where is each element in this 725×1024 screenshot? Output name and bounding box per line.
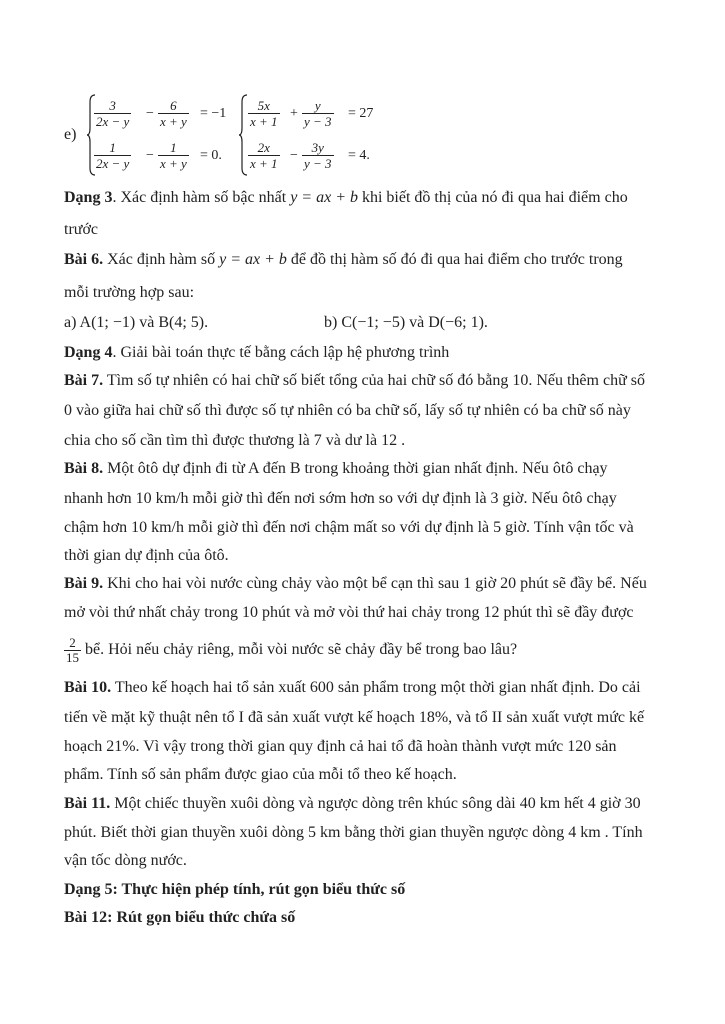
fraction: $\frac{3}{2x - y}$ (96, 98, 130, 129)
fraction: $\frac{6}{x + y}$ (160, 98, 187, 129)
fraction: $\frac{1}{x + y}$ (160, 140, 187, 171)
formula: y = ax + b (219, 251, 287, 268)
text-line: tiến về mặt kỹ thuật nên tổ I đã sản xuất vượt kế hoạch 18%, và tổ II sản xuất vượt mức kế (64, 709, 645, 726)
text-line: hoạch 21%. Vì vậy trong thời gian quy định cả hai tổ đã hoàn thành vượt mức 120 sản (64, 738, 617, 755)
text-line: chậm hơn 10 km/h mỗi giờ thì đến nơi chậm mất so với dự định là 5 giờ. Tính vận tốc và (64, 519, 634, 536)
fraction: $\frac{3y}{y - 3}$ (304, 140, 332, 171)
exercise-9: Bài 9. Khi cho hai vòi nước cùng chảy vào một bể cạn thì sau 1 giờ 20 phút sẽ đầy bể. Nếu (64, 575, 647, 592)
text-line: vận tốc dòng nước. (64, 852, 187, 869)
text-line: 0 vào giữa hai chữ số thì được số tự nhiên có ba chữ số, lấy số tự nhiên có ba chữ số này (64, 402, 631, 419)
part-b: b) C(−1; −5) và D(−6; 1). (324, 314, 488, 331)
section-heading-dang4: Dạng 4. Giải bài toán thực tế bằng cách lập hệ phương trình (64, 344, 450, 361)
fraction: $\frac{2x}{x + 1}$ (250, 140, 278, 171)
exercise-7: Bài 7. Tìm số tự nhiên có hai chữ số biết tổng của hai chữ số đó bằng 10. Nếu thêm chữ số (64, 372, 645, 389)
part-a: a) A(1; −1) và B(4; 5). (64, 314, 209, 331)
text-line: trước (64, 221, 99, 238)
exercise-12: Bài 12: Rút gọn biểu thức chứa số (64, 909, 296, 926)
document-page: e) $\frac{3}{2x - y}$ − $\frac{6}{x + y}$ = −1 $\frac{1}{2x - y}$ − $\frac{1}{x + y}$ = 0. $\frac{5x}{x + 1}$ + $\frac{y}{y - 3}$ = 27 $\frac{2x}{x + 1}$ − $\frac{3y}{y - 3}$ = 4. Dạng 3. Xác định hàm số bậc nhất y = ax + b khi biết đồ thị của nó đi qua hai điểm cho trước Bài 6. Xác định hàm số y = ax + b để đồ thị hàm số đó đi qua hai điểm cho trước trong mỗi trường hợp sau: a) A(1; −1) và B(4; 5). b) C(−1; −5) và D(−6; 1). Dạng 4. Giải bài toán thực tế bằng cách lập hệ phương trình Bài 7. Tìm số tự nhiên có hai chữ số biết tổng của hai chữ số đó bằng 10. Nếu thêm chữ số 0 vào giữa hai chữ số thì được số tự nhiên có ba chữ số, lấy số tự nhiên có ba chữ số này chia cho số cần tìm thì được thương là 7 và dư là 12 . Bài 8. Một ôtô dự định đi từ A đến B trong khoảng thời gian nhất định. Nếu ôtô chạy nhanh hơn 10 km/h mỗi giờ thì đến nơi sớm hơn so với dự định là 3 giờ. Nếu ôtô chạy chậm hơn 10 km/h mỗi giờ thì đến nơi chậm mất so với dự định là 5 giờ. Tính vận tốc và thời gian dự định của ôtô. Bài 9. Khi cho hai vòi nước cùng chảy vào một bể cạn thì sau 1 giờ 20 phút sẽ đầy bể. Nếu mở vòi thứ nhất chảy trong 10 phút và mở vòi thứ hai chảy trong 12 phút thì sẽ đầy được $\frac{2}{15}$ bể. Hỏi nếu chảy riêng, mỗi vòi nước sẽ chảy đầy bể trong bao lâu? Bài 10. Theo kế hoạch hai tổ sản xuất 600 sản phẩm trong một thời gian nhất định. Do cải tiến về mặt kỹ thuật nên tổ I đã sản xuất vượt kế hoạch 18%, và tổ II sản xuất vượt mức kế hoạch 21%. Vì vậy trong thời gian quy định cả hai tổ đã hoàn thành vượt mức 120 sản phẩm. Tính số sản phẩm được giao của mỗi tổ theo kế hoạch. Bài 11. Một chiếc thuyền xuôi dòng và ngược dòng trên khúc sông dài 40 km hết 4 giờ 30 phút. Biết thời gian thuyền xuôi dòng 5 km bằng thời gian thuyền ngược dòng 4 km . Tính vận tốc dòng nước. Dạng 5: Thực hiện phép tính, rút gọn biểu thức số Bài 12: Rút gọn biểu thức chứa số (0, 0, 725, 1024)
item-label-e: e) (64, 126, 77, 143)
section-heading-dang5: Dạng 5: Thực hiện phép tính, rút gọn biểu thức số (64, 881, 406, 898)
fraction: $\frac{2}{15}$ (66, 634, 79, 665)
text-line: mở vòi thứ nhất chảy trong 10 phút và mở vòi thứ hai chảy trong 12 phút thì sẽ đầy được (64, 604, 634, 621)
fraction: $\frac{5x}{x + 1}$ (250, 98, 278, 129)
exercise-6-parts (64, 313, 684, 333)
fraction: $\frac{1}{2x - y}$ (96, 140, 130, 171)
exercise-6: Bài 6. Xác định hàm số y = ax + b để đồ thị hàm số đó đi qua hai điểm cho trước trong (64, 251, 623, 268)
text-line: phút. Biết thời gian thuyền xuôi dòng 5 km bằng thời gian thuyền ngược dòng 4 km . Tính (64, 824, 643, 841)
text-line: thời gian dự định của ôtô. (64, 547, 229, 564)
left-brace-icon (238, 94, 248, 176)
exercise-10: Bài 10. Theo kế hoạch hai tổ sản xuất 600 sản phẩm trong một thời gian nhất định. Do cải (64, 679, 641, 696)
exercise-11: Bài 11. Một chiếc thuyền xuôi dòng và ngược dòng trên khúc sông dài 40 km hết 4 giờ 30 (64, 795, 641, 812)
text-line: mỗi trường hợp sau: (64, 284, 195, 301)
formula: y = ax + b (290, 189, 358, 206)
fraction: $\frac{y}{y - 3}$ (304, 98, 332, 129)
text-line: nhanh hơn 10 km/h mỗi giờ thì đến nơi sớm hơn so với dự định là 3 giờ. Nếu ôtô chạy (64, 490, 617, 507)
exercise-8: Bài 8. Một ôtô dự định đi từ A đến B trong khoảng thời gian nhất định. Nếu ôtô chạy (64, 460, 608, 477)
text-line: phẩm. Tính số sản phẩm được giao của mỗi tổ theo kế hoạch. (64, 766, 457, 783)
text-line: $\frac{2}{15}$ bể. Hỏi nếu chảy riêng, mỗi vòi nước sẽ chảy đầy bể trong bao lâu? (66, 634, 518, 665)
section-heading-dang3: Dạng 3. Xác định hàm số bậc nhất y = ax + b khi biết đồ thị của nó đi qua hai điểm cho (64, 189, 628, 206)
text-line: chia cho số cần tìm thì được thương là 7 và dư là 12 . (64, 432, 406, 449)
